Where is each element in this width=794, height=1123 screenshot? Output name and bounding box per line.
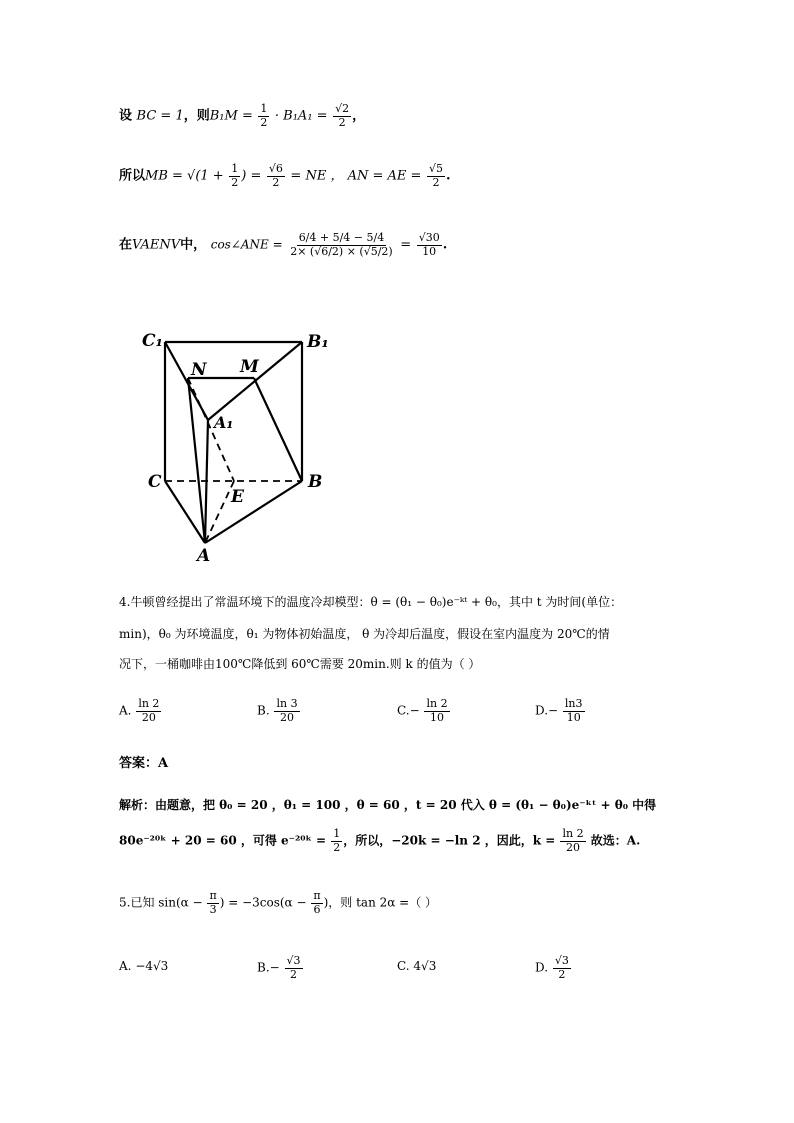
fraction (136, 698, 161, 724)
fraction (560, 828, 585, 854)
option-letter: A. (119, 703, 132, 718)
fraction-den: 2 (260, 115, 268, 129)
fraction-den: 20 (566, 840, 581, 854)
q5-options (119, 955, 679, 989)
fraction-den: 3 (209, 902, 217, 916)
text: . (442, 237, 448, 253)
option-letter: C. (397, 959, 410, 973)
fraction-den: 2 (432, 175, 440, 189)
q4-analysis-line-2 (119, 828, 640, 854)
math-expr: MB = √(1 + (145, 168, 224, 184)
text: 中， (180, 237, 207, 253)
text: ，则 (183, 108, 210, 124)
fraction-num: √30 (418, 231, 440, 244)
label-N: N (191, 360, 207, 380)
math-expr: ) = (241, 168, 262, 184)
prism-figure (130, 325, 360, 565)
q4-option-c (397, 698, 451, 724)
text: ，所以，−20k = −ln 2 ，因此，k = (343, 833, 556, 848)
edge (188, 378, 205, 543)
fraction-den: 2× (√6/2) × (√5/2) (290, 244, 393, 258)
q5-option-a (119, 959, 168, 973)
fraction-num: 1 (333, 827, 341, 840)
compound-fraction (288, 232, 395, 258)
edge (165, 342, 208, 420)
fraction (563, 698, 585, 724)
fraction-den: 2 (272, 175, 280, 189)
q5-option-d (535, 955, 572, 981)
label-A: A (197, 546, 211, 565)
fraction (258, 103, 269, 129)
fraction (333, 103, 351, 129)
q5-option-b (257, 955, 304, 981)
fraction-num: √2 (335, 102, 350, 115)
text: 在 (119, 237, 133, 253)
text: 80e⁻²⁰ᵏ + 20 = 60 ，可得 e⁻²⁰ᵏ = (119, 833, 327, 848)
q4-stem-line-3: 况下，一桶咖啡由100℃降低到 60℃需要 20min.则 k 的值为（ ） (119, 657, 481, 671)
option-sign: − (548, 703, 559, 718)
fraction-den: 2 (333, 840, 341, 854)
q5-option-c (397, 959, 436, 973)
fraction-den: 2 (558, 967, 566, 981)
option-text: − (269, 960, 280, 975)
fraction-num: √3 (286, 954, 301, 967)
q5-stem (119, 890, 437, 916)
text: ) = −3cos(α − (219, 895, 307, 910)
fraction-num: √3 (554, 954, 569, 967)
fraction-num: ln3 (564, 697, 583, 710)
option-letter: C. (397, 703, 410, 718)
option-sign: − (409, 703, 420, 718)
fraction-num: 1 (260, 102, 268, 115)
fraction-den: 10 (566, 710, 581, 724)
edge (254, 378, 302, 481)
option-letter: A. (119, 959, 132, 973)
fraction (207, 890, 218, 916)
fraction (229, 163, 240, 189)
solution-line-3 (119, 232, 447, 258)
text: )，则 tan 2α =（ ） (323, 895, 438, 910)
q4-stem-line-2: min)，θ₀ 为环境温度，θ₁ 为物体初始温度， θ 为冷却后温度，假设在室内温度为 20℃的情 (119, 627, 610, 641)
option-text: −4√3 (135, 959, 169, 973)
fraction (274, 698, 299, 724)
option-text: 4√3 (413, 959, 437, 973)
fraction-num: π (313, 889, 321, 902)
option-letter: B. (257, 703, 270, 718)
fraction-num: ln 2 (426, 697, 448, 710)
text: 故选：A. (590, 833, 641, 848)
text: 5.已知 sin(α − (119, 895, 203, 910)
fraction (311, 890, 322, 916)
fraction-den: 20 (141, 710, 156, 724)
text: . (445, 168, 451, 184)
fraction-num: ln 2 (138, 697, 160, 710)
math-expr: VAENV (132, 237, 181, 253)
fraction-num: 6/4 + 5/4 − 5/4 (298, 231, 385, 244)
label-C: C (148, 472, 162, 492)
fraction-num: √6 (268, 162, 283, 175)
fraction-num: ln 2 (562, 827, 584, 840)
label-E: E (231, 487, 244, 507)
fraction-den: 2 (290, 967, 298, 981)
option-letter: D. (535, 960, 549, 975)
fraction-den: 10 (430, 710, 445, 724)
math-expr: B₁M = (209, 108, 253, 124)
fraction-den: 20 (280, 710, 295, 724)
fraction-den: 6 (313, 902, 321, 916)
solution-line-1 (119, 103, 365, 129)
fraction-num: ln 3 (276, 697, 298, 710)
q4-option-d (535, 698, 586, 724)
label-C1: C₁ (142, 331, 163, 351)
q4-option-a (119, 698, 162, 724)
math-expr: cos∠ANE = (210, 237, 283, 252)
fraction (427, 163, 445, 189)
q4-answer: 答案：A (119, 756, 169, 771)
label-A1: A₁ (214, 413, 234, 432)
fraction-num: 1 (231, 162, 239, 175)
fraction-den: 10 (422, 244, 437, 258)
fraction-num: π (209, 889, 217, 902)
q4-stem-line-1: 4.牛顿曾经提出了常温环境下的温度冷却模型：θ = (θ₁ − θ₀)e⁻ᵏᵗ + θ₀，其中 t 为时间(单位： (119, 595, 623, 609)
fraction (267, 163, 285, 189)
fraction (285, 955, 303, 981)
text: 所以 (119, 168, 146, 184)
label-B: B (308, 472, 323, 492)
solution-line-2 (119, 163, 450, 189)
math-expr: · B₁A₁ = (274, 108, 328, 124)
math-expr: BC = 1 (136, 108, 184, 124)
fraction (331, 828, 342, 854)
edge (205, 481, 302, 543)
fraction-den: 2 (338, 115, 346, 129)
q4-options (119, 698, 679, 732)
fraction (553, 955, 571, 981)
fraction (424, 698, 449, 724)
text: = (400, 237, 412, 253)
fraction (417, 232, 442, 258)
text: 设 (119, 108, 133, 124)
fraction-den: 2 (231, 175, 239, 189)
label-M: M (240, 357, 259, 377)
label-B1: B₁ (307, 332, 329, 352)
q4-analysis-line-1: 解析：由题意，把 θ₀ = 20 ，θ₁ = 100 ，θ = 60 ，t = 20 代入 θ = (θ₁ − θ₀)e⁻ᵏᵗ + θ₀ 中得 (119, 798, 657, 812)
math-expr: = NE ， AN = AE = (290, 168, 422, 184)
fraction-num: √5 (428, 162, 443, 175)
text: ， (352, 108, 366, 124)
q4-option-b (257, 698, 301, 724)
option-letter: D. (535, 703, 549, 718)
option-letter: B. (257, 960, 270, 975)
